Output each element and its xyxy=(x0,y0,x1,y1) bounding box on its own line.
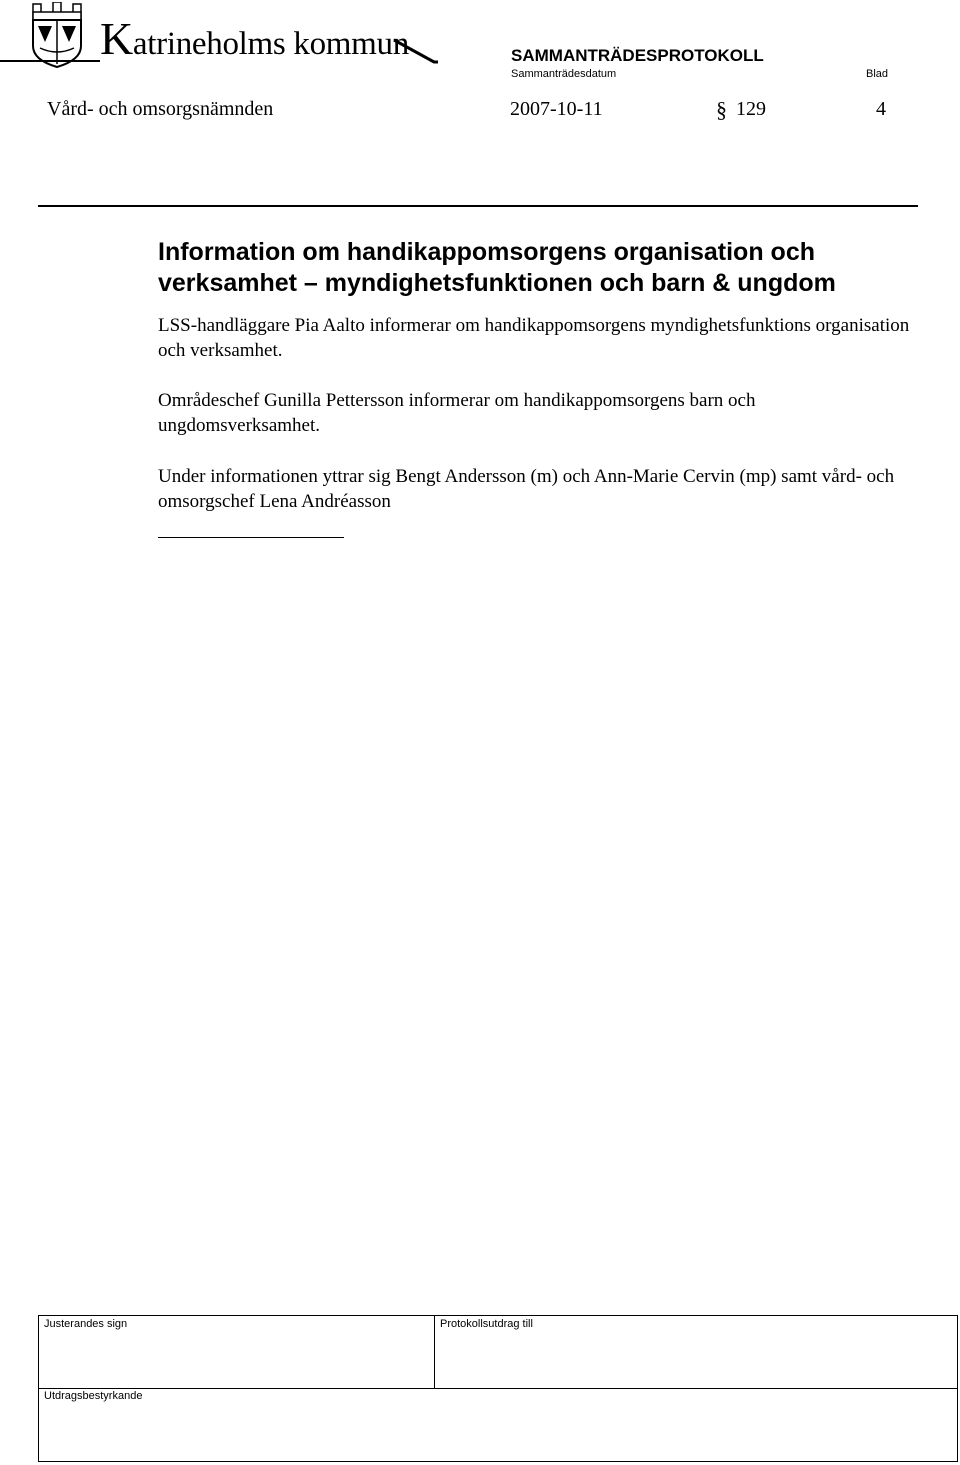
header-divider xyxy=(38,205,918,207)
paragraph-2: Områdeschef Gunilla Pettersson informerar om handikappomsorgens barn och ungdomsverksamhet. xyxy=(158,390,756,436)
committee-name: Vård- och omsorgsnämnden xyxy=(47,98,274,120)
signature-box-separator xyxy=(38,1388,958,1389)
municipality-initial: K xyxy=(100,13,133,64)
paragraph-1: LSS-handläggare Pia Aalto informerar om handikappomsorgens myndighetsfunktions organisation och verksamhet. xyxy=(158,315,910,361)
section-end-rule xyxy=(158,537,344,538)
logo-swoosh-icon xyxy=(392,36,440,66)
certification-label: Utdragsbestyrkande xyxy=(44,1390,143,1402)
extract-to-label: Protokollsutdrag till xyxy=(440,1318,533,1330)
signature-box-divider xyxy=(434,1315,435,1388)
page-label: Blad xyxy=(866,68,889,80)
page-number: 4 xyxy=(876,98,886,120)
meeting-date-label: Sammanträdesdatum xyxy=(511,68,617,80)
paragraph-number: 129 xyxy=(736,98,766,120)
meeting-date: 2007-10-11 xyxy=(510,98,603,120)
paragraph-sign: § xyxy=(716,97,727,122)
section-title: Information om handikappomsorgens organisation och verksamhet – myndighetsfunktionen och barn & ungdom xyxy=(158,238,836,297)
municipality-name-rest: atrineholms kommun xyxy=(132,26,409,62)
header-rule xyxy=(0,60,100,62)
adjuster-sign-label: Justerandes sign xyxy=(44,1318,128,1330)
document-type: SAMMANTRÄDESPROTOKOLL xyxy=(511,46,764,65)
paragraph-3: Under informationen yttrar sig Bengt Andersson (m) och Ann-Marie Cervin (mp) samt vård- och omsorgschef Lena Andréasson xyxy=(158,466,895,512)
municipality-name xyxy=(100,12,409,65)
coat-of-arms-icon xyxy=(30,2,84,68)
